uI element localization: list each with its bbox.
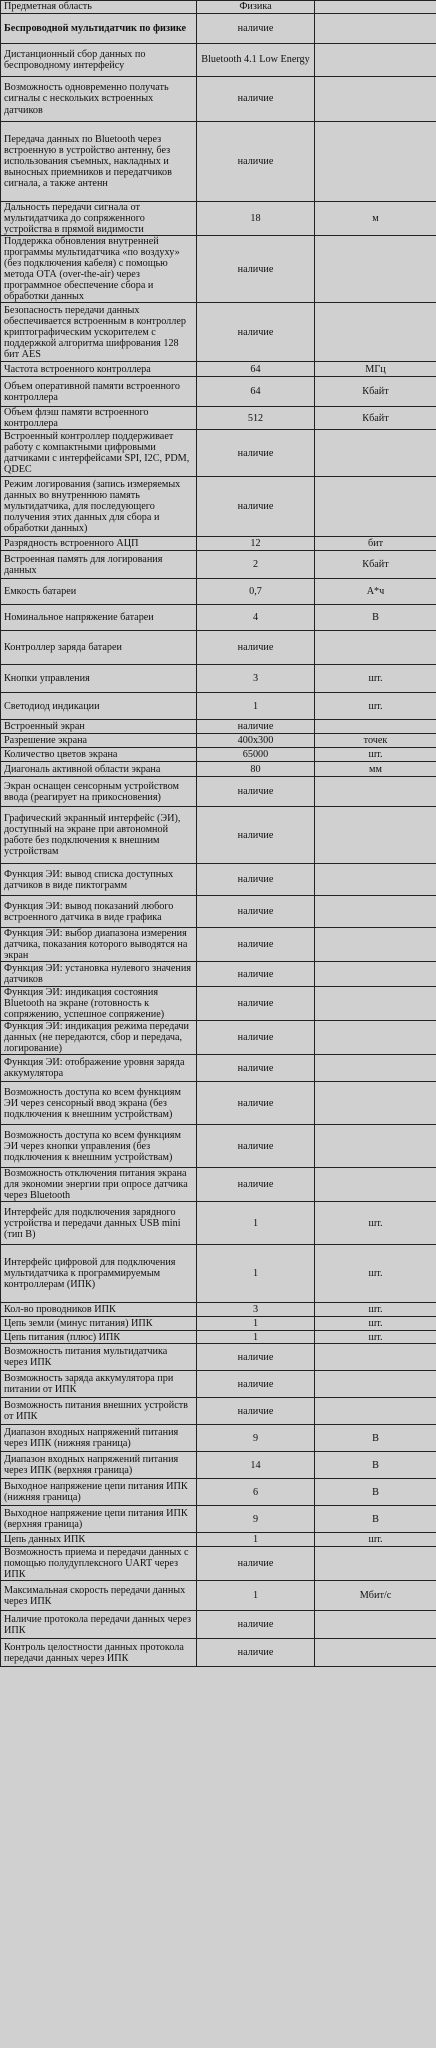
value-cell: наличие bbox=[197, 1055, 315, 1082]
value-cell: наличие bbox=[197, 807, 315, 864]
value-cell: наличие bbox=[197, 430, 315, 477]
table-row bbox=[1, 362, 436, 377]
unit-cell bbox=[315, 430, 436, 477]
table-row bbox=[1, 430, 436, 477]
value-cell: 14 bbox=[197, 1452, 315, 1479]
table-row bbox=[1, 1452, 436, 1479]
value-cell: наличие bbox=[197, 236, 315, 303]
unit-cell bbox=[315, 1547, 436, 1581]
value-cell: наличие bbox=[197, 1611, 315, 1639]
table-row bbox=[1, 1425, 436, 1452]
table-row bbox=[1, 1245, 436, 1303]
table-row bbox=[1, 1331, 436, 1344]
table-row bbox=[1, 1533, 436, 1547]
table-row bbox=[1, 1639, 436, 1667]
parameter-cell: Безопасность передачи данных обеспечивается встроенным в контроллер криптографическим ускорителем с поддержкой алгоритма шифрования 128 бит AES bbox=[1, 303, 197, 362]
parameter-cell: Количество цветов экрана bbox=[1, 748, 197, 762]
value-cell: 1 bbox=[197, 1202, 315, 1245]
parameter-cell: Встроенный контроллер поддерживает работу с компактными цифровыми датчиками с интерфейсами SPI, I2C, PDM, QDEC bbox=[1, 430, 197, 477]
unit-cell bbox=[315, 122, 436, 202]
value-cell: наличие bbox=[197, 777, 315, 807]
unit-cell: В bbox=[315, 1479, 436, 1506]
parameter-cell: Дистанционный сбор данных по беспроводному интерфейсу bbox=[1, 44, 197, 77]
parameter-cell: Частота встроенного контроллера bbox=[1, 362, 197, 377]
parameter-cell: Режим логирования (запись измеряемых данных во внутреннюю память мультидатчика, для последующего получения этих данных для сбора и обработки данных) bbox=[1, 477, 197, 537]
value-cell: наличие bbox=[197, 720, 315, 734]
parameter-cell: Функция ЭИ: установка нулевого значения датчиков bbox=[1, 962, 197, 987]
unit-cell: шт. bbox=[315, 1245, 436, 1303]
value-cell: наличие bbox=[197, 303, 315, 362]
parameter-cell: Контроллер заряда батареи bbox=[1, 631, 197, 665]
table-row bbox=[1, 1398, 436, 1425]
table-row bbox=[1, 477, 436, 537]
parameter-cell: Дальность передачи сигнала от мультидатчика до сопряженного устройства в прямой видимости bbox=[1, 202, 197, 236]
value-cell: 64 bbox=[197, 362, 315, 377]
unit-cell bbox=[315, 896, 436, 928]
value-cell: наличие bbox=[197, 962, 315, 987]
parameter-cell: Передача данных по Bluetooth через встроенную в устройство антенну, без использования съемных, накладных и выносных приемников и передатчиков сигнала, а также антенн bbox=[1, 122, 197, 202]
parameter-cell: Разрядность встроенного АЦП bbox=[1, 537, 197, 551]
parameter-cell: Функция ЭИ: отображение уровня заряда аккумулятора bbox=[1, 1055, 197, 1082]
table-row bbox=[1, 720, 436, 734]
parameter-cell: Выходное напряжение цепи питания ИПК (нижняя граница) bbox=[1, 1479, 197, 1506]
value-cell: 3 bbox=[197, 665, 315, 693]
unit-cell bbox=[315, 303, 436, 362]
parameter-cell: Возможность одновременно получать сигналы с нескольких встроенных датчиков bbox=[1, 77, 197, 122]
unit-cell: А*ч bbox=[315, 579, 436, 605]
table-row bbox=[1, 864, 436, 896]
unit-cell: шт. bbox=[315, 1303, 436, 1317]
table-row bbox=[1, 1611, 436, 1639]
value-cell: Bluetooth 4.1 Low Energy bbox=[197, 44, 315, 77]
parameter-cell: Цепь питания (плюс) ИПК bbox=[1, 1331, 197, 1344]
unit-cell: Кбайт bbox=[315, 377, 436, 407]
table-row bbox=[1, 1082, 436, 1125]
value-cell: наличие bbox=[197, 928, 315, 962]
value-cell: наличие bbox=[197, 77, 315, 122]
unit-cell bbox=[315, 962, 436, 987]
unit-cell bbox=[315, 631, 436, 665]
table-row bbox=[1, 605, 436, 631]
value-cell: наличие bbox=[197, 1082, 315, 1125]
value-cell: 1 bbox=[197, 1581, 315, 1611]
table-row bbox=[1, 1303, 436, 1317]
table-row bbox=[1, 928, 436, 962]
parameter-cell: Объем флэш памяти встроенного контроллера bbox=[1, 407, 197, 430]
unit-cell bbox=[315, 1021, 436, 1055]
unit-cell bbox=[315, 77, 436, 122]
value-cell: наличие bbox=[197, 987, 315, 1021]
unit-cell bbox=[315, 1082, 436, 1125]
table-row bbox=[1, 1317, 436, 1331]
table-row bbox=[1, 1125, 436, 1168]
unit-cell: В bbox=[315, 1425, 436, 1452]
unit-cell bbox=[315, 720, 436, 734]
value-cell: 1 bbox=[197, 1245, 315, 1303]
unit-cell bbox=[315, 1611, 436, 1639]
unit-cell: МГц bbox=[315, 362, 436, 377]
parameter-cell: Разрешение экрана bbox=[1, 734, 197, 748]
parameter-cell: Интерфейс цифровой для подключения мультидатчика к программируемым контроллерам (ИПК) bbox=[1, 1245, 197, 1303]
unit-cell bbox=[315, 1639, 436, 1667]
value-cell: 3 bbox=[197, 1303, 315, 1317]
unit-cell bbox=[315, 1398, 436, 1425]
value-cell: 2 bbox=[197, 551, 315, 579]
value-cell: наличие bbox=[197, 1125, 315, 1168]
parameter-cell: Объем оперативной памяти встроенного контроллера bbox=[1, 377, 197, 407]
unit-cell: Кбайт bbox=[315, 407, 436, 430]
table-row bbox=[1, 551, 436, 579]
table-row bbox=[1, 1479, 436, 1506]
unit-cell: шт. bbox=[315, 1331, 436, 1344]
value-cell: 400x300 bbox=[197, 734, 315, 748]
parameter-cell: Возможность доступа ко всем функциям ЭИ через сенсорный ввод экрана (без подключения к внешним устройствам) bbox=[1, 1082, 197, 1125]
parameter-cell: Светодиод индикации bbox=[1, 693, 197, 720]
parameter-cell: Диагональ активной области экрана bbox=[1, 762, 197, 777]
parameter-cell: Возможность питания мультидатчика через ИПК bbox=[1, 1344, 197, 1371]
parameter-cell: Поддержка обновления внутренней программы мультидатчика «по воздуху» (без подключения кабеля) с помощью метода ОТА (over-the-air) через программное обеспечение сбора и обработки данных bbox=[1, 236, 197, 303]
parameter-cell: Функция ЭИ: индикация режима передачи данных (не передаются, сбор и передача, логирование) bbox=[1, 1021, 197, 1055]
parameter-cell: Встроенный экран bbox=[1, 720, 197, 734]
value-cell: наличие bbox=[197, 1371, 315, 1398]
unit-cell bbox=[315, 44, 436, 77]
value-cell: наличие bbox=[197, 477, 315, 537]
table-row bbox=[1, 1371, 436, 1398]
value-cell: наличие bbox=[197, 1344, 315, 1371]
unit-cell bbox=[315, 807, 436, 864]
header-cell: Предметная область bbox=[1, 1, 197, 14]
spec-table-body bbox=[1, 1, 436, 1667]
value-cell: 4 bbox=[197, 605, 315, 631]
unit-cell: В bbox=[315, 605, 436, 631]
unit-cell: Мбит/с bbox=[315, 1581, 436, 1611]
table-row bbox=[1, 1055, 436, 1082]
table-row bbox=[1, 1344, 436, 1371]
table-row bbox=[1, 537, 436, 551]
parameter-cell: Диапазон входных напряжений питания через ИПК (верхняя граница) bbox=[1, 1452, 197, 1479]
table-row bbox=[1, 303, 436, 362]
table-row bbox=[1, 1547, 436, 1581]
unit-cell: мм bbox=[315, 762, 436, 777]
table-row bbox=[1, 896, 436, 928]
value-cell: 0,7 bbox=[197, 579, 315, 605]
value-cell: наличие bbox=[197, 1021, 315, 1055]
value-cell: 18 bbox=[197, 202, 315, 236]
unit-cell bbox=[315, 1125, 436, 1168]
table-row bbox=[1, 748, 436, 762]
value-cell: 1 bbox=[197, 693, 315, 720]
table-row bbox=[1, 807, 436, 864]
parameter-cell: Экран оснащен сенсорным устройством ввода (реагирует на прикосновения) bbox=[1, 777, 197, 807]
value-cell: 1 bbox=[197, 1331, 315, 1344]
unit-cell bbox=[315, 236, 436, 303]
value-cell: 1 bbox=[197, 1533, 315, 1547]
parameter-cell: Кол-во проводников ИПК bbox=[1, 1303, 197, 1317]
value-cell: наличие bbox=[197, 14, 315, 44]
value-cell: наличие bbox=[197, 896, 315, 928]
value-cell: наличие bbox=[197, 864, 315, 896]
unit-cell bbox=[315, 777, 436, 807]
unit-cell: шт. bbox=[315, 748, 436, 762]
value-cell: наличие bbox=[197, 1639, 315, 1667]
parameter-cell: Беспроводной мультидатчик по физике bbox=[1, 14, 197, 44]
value-cell: 65000 bbox=[197, 748, 315, 762]
value-cell: 6 bbox=[197, 1479, 315, 1506]
value-cell: наличие bbox=[197, 631, 315, 665]
unit-cell bbox=[315, 1344, 436, 1371]
table-row bbox=[1, 407, 436, 430]
table-row bbox=[1, 579, 436, 605]
parameter-cell: Интерфейс для подключения зарядного устройства и передачи данных USB mini (тип B) bbox=[1, 1202, 197, 1245]
unit-cell: шт. bbox=[315, 1202, 436, 1245]
table-row bbox=[1, 1506, 436, 1533]
unit-cell bbox=[315, 14, 436, 44]
parameter-cell: Контроль целостности данных протокола передачи данных через ИПК bbox=[1, 1639, 197, 1667]
unit-cell: точек bbox=[315, 734, 436, 748]
unit-cell: шт. bbox=[315, 665, 436, 693]
value-cell: 12 bbox=[197, 537, 315, 551]
table-row bbox=[1, 122, 436, 202]
table-row bbox=[1, 734, 436, 748]
parameter-cell: Выходное напряжение цепи питания ИПК (верхняя граница) bbox=[1, 1506, 197, 1533]
table-row bbox=[1, 962, 436, 987]
value-cell: 9 bbox=[197, 1425, 315, 1452]
value-cell: 1 bbox=[197, 1317, 315, 1331]
table-row bbox=[1, 1021, 436, 1055]
parameter-cell: Возможность доступа ко всем функциям ЭИ через кнопки управления (без подключения к внешним устройствам) bbox=[1, 1125, 197, 1168]
parameter-cell: Функция ЭИ: индикация состояния Bluetooth на экране (готовность к сопряжению, успешное сопряжение) bbox=[1, 987, 197, 1021]
table-row bbox=[1, 665, 436, 693]
table-row bbox=[1, 1168, 436, 1202]
table-row bbox=[1, 202, 436, 236]
table-row bbox=[1, 631, 436, 665]
parameter-cell: Емкость батареи bbox=[1, 579, 197, 605]
value-cell: наличие bbox=[197, 1398, 315, 1425]
value-cell: 80 bbox=[197, 762, 315, 777]
parameter-cell: Возможность приема и передачи данных с помощью полудуплексного UART через ИПК bbox=[1, 1547, 197, 1581]
table-row bbox=[1, 1202, 436, 1245]
table-row bbox=[1, 987, 436, 1021]
parameter-cell: Функция ЭИ: выбор диапазона измерения датчика, показания которого выводятся на экран bbox=[1, 928, 197, 962]
unit-cell: шт. bbox=[315, 1533, 436, 1547]
parameter-cell: Встроенная память для логирования данных bbox=[1, 551, 197, 579]
unit-cell: шт. bbox=[315, 1317, 436, 1331]
parameter-cell: Возможность питания внешних устройств от ИПК bbox=[1, 1398, 197, 1425]
table-row bbox=[1, 44, 436, 77]
parameter-cell: Возможность заряда аккумулятора при питании от ИПК bbox=[1, 1371, 197, 1398]
value-cell: 64 bbox=[197, 377, 315, 407]
value-cell: 9 bbox=[197, 1506, 315, 1533]
parameter-cell: Кнопки управления bbox=[1, 665, 197, 693]
table-row bbox=[1, 1581, 436, 1611]
value-cell: наличие bbox=[197, 122, 315, 202]
unit-cell: В bbox=[315, 1506, 436, 1533]
table-row bbox=[1, 762, 436, 777]
unit-cell: Кбайт bbox=[315, 551, 436, 579]
table-row bbox=[1, 77, 436, 122]
header-cell bbox=[315, 1, 436, 14]
table-header-row bbox=[1, 1, 436, 14]
value-cell: наличие bbox=[197, 1547, 315, 1581]
parameter-cell: Номинальное напряжение батареи bbox=[1, 605, 197, 631]
parameter-cell: Функция ЭИ: вывод показаний любого встроенного датчика в виде графика bbox=[1, 896, 197, 928]
unit-cell: бит bbox=[315, 537, 436, 551]
table-row bbox=[1, 693, 436, 720]
unit-cell bbox=[315, 1055, 436, 1082]
unit-cell bbox=[315, 928, 436, 962]
unit-cell bbox=[315, 1371, 436, 1398]
unit-cell bbox=[315, 477, 436, 537]
value-cell: 512 bbox=[197, 407, 315, 430]
unit-cell bbox=[315, 1168, 436, 1202]
header-cell: Физика bbox=[197, 1, 315, 14]
parameter-cell: Функция ЭИ: вывод списка доступных датчиков в виде пиктограмм bbox=[1, 864, 197, 896]
value-cell: наличие bbox=[197, 1168, 315, 1202]
unit-cell: В bbox=[315, 1452, 436, 1479]
parameter-cell: Максимальная скорость передачи данных через ИПК bbox=[1, 1581, 197, 1611]
parameter-cell: Цепь земли (минус питания) ИПК bbox=[1, 1317, 197, 1331]
parameter-cell: Диапазон входных напряжений питания через ИПК (нижняя граница) bbox=[1, 1425, 197, 1452]
unit-cell bbox=[315, 864, 436, 896]
table-row bbox=[1, 14, 436, 44]
unit-cell: шт. bbox=[315, 693, 436, 720]
table-row bbox=[1, 236, 436, 303]
table-row bbox=[1, 377, 436, 407]
parameter-cell: Графический экранный интерфейс (ЭИ), доступный на экране при автономной работе без подключения к внешним устройствам bbox=[1, 807, 197, 864]
parameter-cell: Цепь данных ИПК bbox=[1, 1533, 197, 1547]
parameter-cell: Возможность отключения питания экрана для экономии энергии при опросе датчика через Bluetooth bbox=[1, 1168, 197, 1202]
parameter-cell: Наличие протокола передачи данных через ИПК bbox=[1, 1611, 197, 1639]
table-row bbox=[1, 777, 436, 807]
unit-cell: м bbox=[315, 202, 436, 236]
unit-cell bbox=[315, 987, 436, 1021]
